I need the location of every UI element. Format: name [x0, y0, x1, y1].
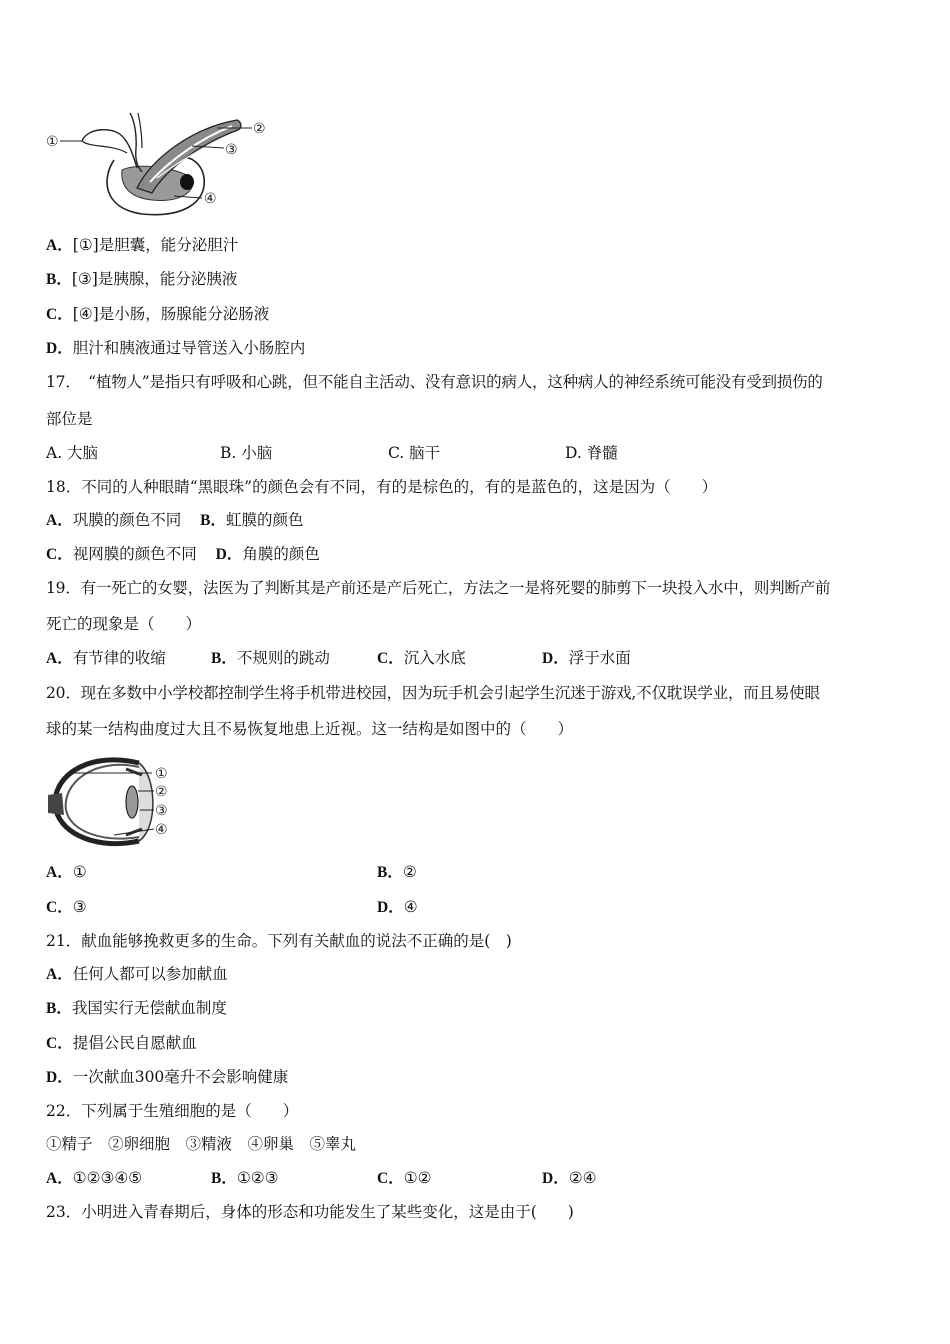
q22-option-b[interactable]: B．①②③ [211, 1169, 279, 1187]
q23-stem: 23．小明进入青春期后，身体的形态和功能发生了某些变化，这是由于( ) [46, 1203, 574, 1221]
q17-stem-line2: 部位是 [46, 410, 93, 428]
figure1-label-1: ① [46, 134, 59, 150]
q16-option-b[interactable]: B．[③]是胰腺，能分泌胰液 [46, 270, 238, 288]
figure1-label-4: ④ [204, 191, 217, 207]
figure2-label-4: ④ [155, 822, 168, 838]
q20-option-a[interactable]: A．① [46, 863, 87, 881]
q18-row2 [46, 544, 320, 565]
q21-option-d[interactable]: D．一次献血300毫升不会影响健康 [46, 1068, 289, 1086]
q21-option-a[interactable]: A．任何人都可以参加献血 [46, 965, 228, 983]
q21-option-c[interactable]: C．提倡公民自愿献血 [46, 1034, 197, 1052]
q19-option-d[interactable]: D．浮于水面 [542, 649, 631, 667]
q18-option-c[interactable]: C．视网膜的颜色不同 [46, 545, 197, 563]
q22-option-a[interactable]: A．①②③④⑤ [46, 1169, 143, 1187]
q21-stem: 21．献血能够挽救更多的生命。下列有关献血的说法不正确的是( ) [46, 932, 512, 950]
figure2-label-1: ① [155, 766, 168, 782]
q16-option-a[interactable]: A．[①]是胆囊，能分泌胆汁 [46, 236, 239, 254]
q19-stem-line2: 死亡的现象是（ ） [46, 615, 202, 633]
q21-option-b[interactable]: B．我国实行无偿献血制度 [46, 999, 227, 1017]
eye-diagram-figure [44, 755, 184, 850]
q20-option-b[interactable]: B．② [377, 863, 417, 881]
q18-row1 [46, 510, 304, 531]
q16-option-c[interactable]: C．[④]是小肠，肠腺能分泌肠液 [46, 305, 270, 323]
q22-option-d[interactable]: D．②④ [542, 1169, 597, 1187]
q19-option-c[interactable]: C．沉入水底 [377, 649, 466, 667]
q19-option-a[interactable]: A．有节律的收缩 [46, 649, 166, 667]
figure2-label-2: ② [155, 784, 168, 800]
q20-stem-line1: 20．现在多数中小学校都控制学生将手机带进校园，因为玩手机会引起学生沉迷于游戏,不仅耽误学业，而且易使眼 [46, 684, 820, 702]
q16-option-d[interactable]: D．胆汁和胰液通过导管送入小肠腔内 [46, 339, 306, 357]
q20-option-d[interactable]: D．④ [377, 898, 418, 916]
figure1-label-3: ③ [225, 142, 238, 158]
q18-option-b[interactable]: B．虹膜的颜色 [200, 511, 304, 529]
figure1-label-2: ② [253, 121, 266, 137]
figure2-label-3: ③ [155, 803, 168, 819]
q18-option-a[interactable]: A．巩膜的颜色不同 [46, 511, 182, 529]
q20-stem-line2: 球的某一结构曲度过大且不易恢复地患上近视。这一结构是如图中的（ ） [46, 720, 574, 738]
q17-option-c[interactable]: C. 脑干 [388, 444, 441, 462]
q22-option-c[interactable]: C．①② [377, 1169, 432, 1187]
q22-items: ①精子 ②卵细胞 ③精液 ④卵巢 ⑤睾丸 [46, 1135, 357, 1153]
q18-stem: 18．不同的人种眼睛“黑眼珠”的颜色会有不同，有的是棕色的，有的是蓝色的，这是因为（ ） [46, 478, 718, 496]
q19-stem-line1: 19．有一死亡的女婴，法医为了判断其是产前还是产后死亡，方法之一是将死婴的肺剪下一块投入水中，则判断产前 [46, 579, 831, 597]
q17-option-a[interactable]: A. 大脑 [46, 444, 99, 462]
q18-option-d[interactable]: D．角膜的颜色 [215, 545, 320, 563]
q20-option-c[interactable]: C．③ [46, 898, 87, 916]
q17-option-b[interactable]: B. 小脑 [220, 444, 273, 462]
q17-stem-line1: 17． “植物人”是指只有呼吸和心跳，但不能自主活动、没有意识的病人，这种病人的神经系统可能没有受到损伤的 [46, 373, 823, 391]
q19-option-b[interactable]: B．不规则的跳动 [211, 649, 330, 667]
q22-stem: 22．下列属于生殖细胞的是（ ） [46, 1102, 299, 1120]
digestive-organs-figure [42, 108, 272, 220]
q17-option-d[interactable]: D. 脊髓 [565, 444, 618, 462]
